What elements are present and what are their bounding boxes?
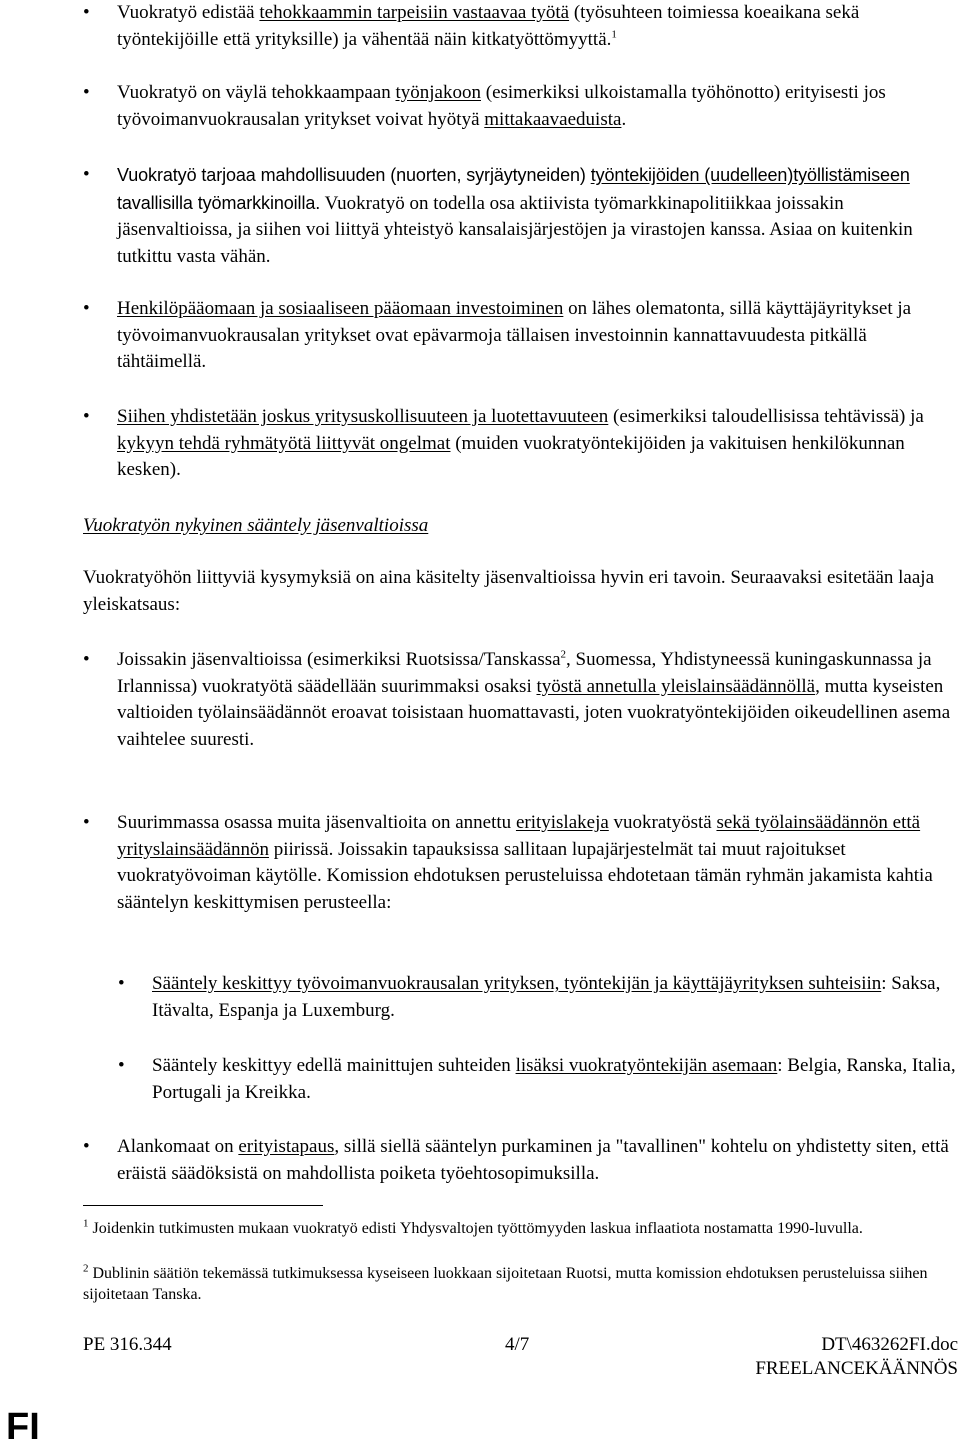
bullet-icon: • — [83, 812, 90, 833]
footnote-divider — [83, 1205, 323, 1206]
footnote-1: $^1$ Joidenkin tutkimusten mukaan vuokratyö edisti Yhdysvaltojen työttömyyden laskua inflaatiota nostamatta 1990-luvulla. — [83, 1217, 863, 1237]
bullet-icon: • — [83, 1136, 90, 1157]
intro-paragraph: Vuokratyöhön liittyviä kysymyksiä on aina käsitelty jäsenvaltioissa hyvin eri tavoin. Seuraavaksi esitetään laaja yleiskatsaus: — [83, 567, 935, 615]
file-name: DT\463262FI.doc — [821, 1334, 958, 1355]
list-item-1: Vuokratyö edistää tehokkaammin tarpeisiin vastaavaa työtä (työsuhteen toimiessa koeaikana sekä työntekijöille että yrityksille) ja vähentää näin kitkatyöttömyyttä.$^1$ — [117, 2, 860, 50]
list-item-3: Vuokratyö tarjoaa mahdollisuuden (nuorten, syrjäytyneiden) työntekijöiden (uudelleen)työllistämiseen tavallisilla työmarkkinoilla. Vuokratyö on todella osa aktiivista työmarkkinapolitiikkaa joissakin jäsenvaltioissa, ja siihen voi liittyä yhteistyö kansalaisjärjestöjen ja virastojen kanssa. Asiaa on kuitenkin tutkittu vasta vähän. — [117, 165, 913, 267]
bullet-icon: • — [118, 973, 125, 994]
sublist-item-2: Sääntely keskittyy edellä mainittujen suhteiden lisäksi vuokratyöntekijän asemaan: Belgia, Ranska, Italia, Portugali ja Kreikka. — [152, 1055, 956, 1103]
list-item-5: Siihen yhdistetään joskus yritysuskollisuuteen ja luotettavuuteen (esimerkiksi taloudellisissa tehtävissä) ja kykyyn tehdä ryhmätyötä liittyvät ongelmat (muiden vuokratyöntekijöiden ja vakituisen henkilökunnan kesken). — [117, 406, 924, 480]
sublist-item-1: Sääntely keskittyy työvoimanvuokrausalan yrityksen, työntekijän ja käyttäjäyrityksen suhteisiin: Saksa, Itävalta, Espanja ja Luxemburg. — [152, 973, 941, 1021]
language-code: FI — [6, 1406, 40, 1448]
page-number: 4/7 — [505, 1334, 530, 1355]
bullet-icon: • — [83, 649, 90, 670]
list-item-8: Alankomaat on erityistapaus, sillä siellä sääntelyn purkaminen ja "tavallinen" kohtelu on yhdistetty siten, että eräistä säädöksistä on mahdollista poiketa työehtosopimuksilla. — [117, 1136, 949, 1184]
doc-reference: PE 316.344 — [83, 1334, 172, 1355]
bullet-icon: • — [118, 1055, 125, 1076]
translator-label: FREELANCEKÄÄNNÖS — [755, 1358, 958, 1379]
bullet-icon: • — [83, 2, 90, 23]
footnote-2: $^2$ Dublinin säätiön tekemässä tutkimuksessa kyseiseen luokkaan sijoitetaan Ruotsi, mutta komission ehdotuksen perusteluissa siihen sijoitetaan Tanska. — [83, 1262, 928, 1303]
bullet-icon: • — [83, 298, 90, 319]
footnote-ref-1[interactable]: 1 — [611, 28, 617, 41]
list-item-2: Vuokratyö on väylä tehokkaampaan työnjakoon (esimerkiksi ulkoistamalla työhönotto) erityisesti jos työvoimanvuokrausalan yritykset voivat hyötyä mittakaavaeduista. — [117, 82, 886, 130]
bullet-icon: • — [83, 82, 90, 103]
list-item-6: Joissakin jäsenvaltioissa (esimerkiksi Ruotsissa/Tanskassa$^2$, Suomessa, Yhdistyneessä kuningaskunnassa ja Irlannissa) vuokratyötä säädellään suurimmaksi osaksi työstä annetulla yleislainsäädännöllä, mutta kyseisten valtioiden työlainsäädännöt eroavat toisistaan huomattavasti, joten vuokratyöntekijöiden oikeudellinen asema vaihtelee suuresti. — [117, 648, 951, 750]
list-item-4: Henkilöpääomaan ja sosiaaliseen pääomaan investoiminen on lähes olematonta, sillä käyttäjäyritykset ja työvoimanvuokrausalan yritykset ovat epävarmoja tällaisen investoinnin kannattavuudesta pitkällä tähtäimellä. — [117, 298, 912, 372]
list-item-7: Suurimmassa osassa muita jäsenvaltioita on annettu erityislakeja vuokratyöstä sekä työlainsäädännön että yrityslainsäädännön piirissä. Joissakin tapauksissa sallitaan lupajärjestelmät tai muut rajoitukset vuokratyövoiman käytölle. Komission ehdotuksen perusteluissa ehdotetaan tämän ryhmän jakamista kahtia sääntelyn keskittymisen perusteella: — [117, 812, 933, 913]
bullet-icon: • — [83, 406, 90, 427]
footnote-ref-2[interactable]: 2 — [560, 648, 567, 661]
section-heading: Vuokratyön nykyinen sääntely jäsenvaltioissa — [83, 515, 429, 536]
bullet-icon: • — [83, 164, 90, 185]
